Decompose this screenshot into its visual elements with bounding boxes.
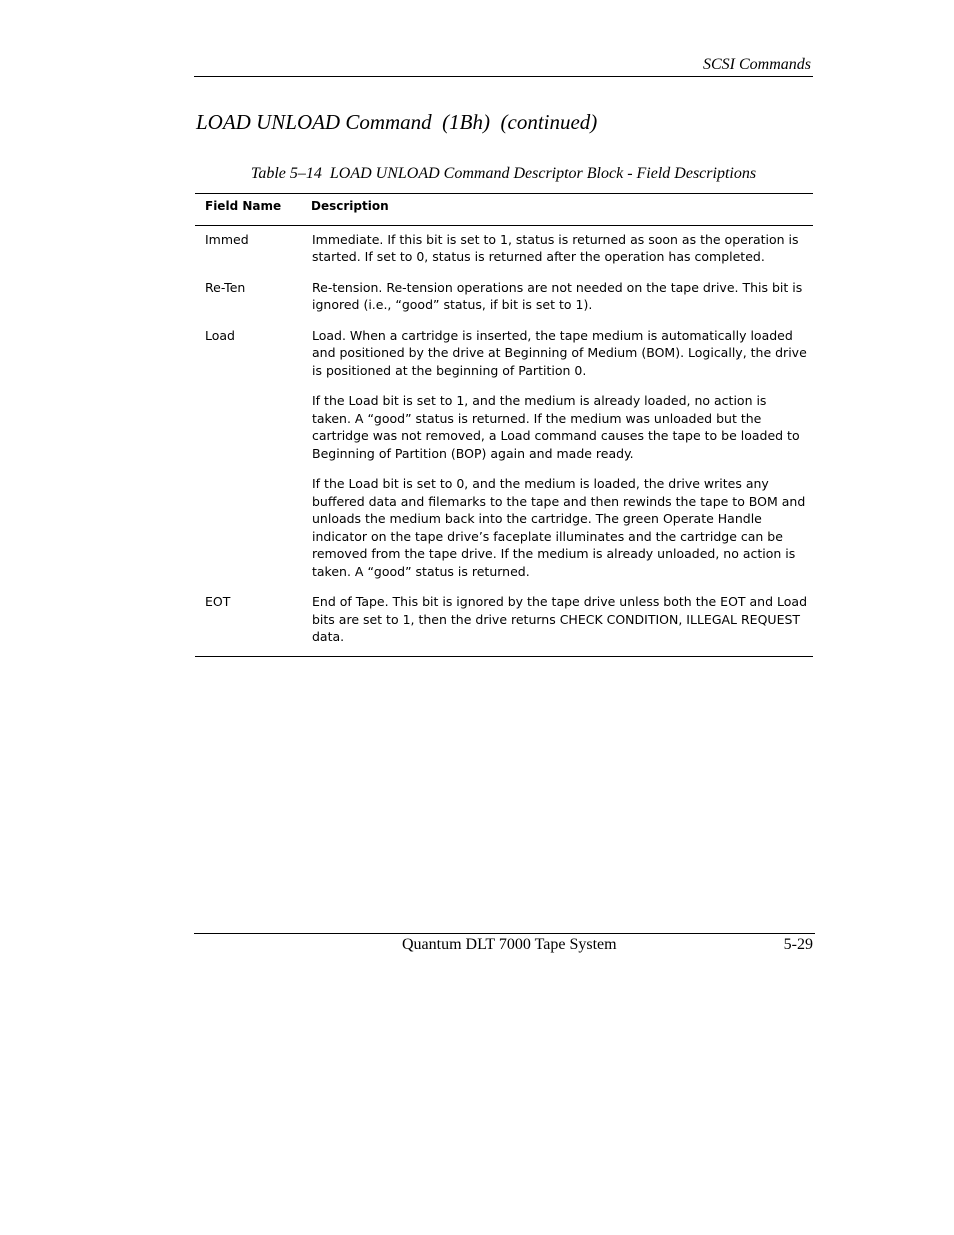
description-paragraph: If the Load bit is set to 1, and the medium is already loaded, no action is taken. A “good” status is returned. If the medium was unloaded but the cartridge was not removed, a Load command causes the tape to be loaded to Beginning of Partition (BOP) again and made ready. xyxy=(312,393,800,461)
description-cell xyxy=(311,279,813,327)
table-caption: Table 5–14 LOAD UNLOAD Command Descriptor Block - Field Descriptions xyxy=(250,165,757,182)
description-paragraph: End of Tape. This bit is ignored by the tape drive unless both the EOT and Load bits are set to 1, then the drive returns CHECK CONDITION, ILLEGAL REQUEST data. xyxy=(312,594,808,644)
table-row-re-ten xyxy=(195,279,813,327)
description-cell xyxy=(311,593,813,656)
page-title: LOAD UNLOAD Command (1Bh) (continued) xyxy=(196,110,598,134)
table-row-load xyxy=(195,327,813,594)
field-name-cell: Re-Ten xyxy=(205,279,246,295)
field-name-cell: Load xyxy=(205,327,235,343)
column-header-description: Description xyxy=(311,194,813,226)
description-paragraph: Load. When a cartridge is inserted, the tape medium is automatically loaded and positioned by the drive at Beginning of Medium (BOM). Logically, the drive is positioned at the beginning of Partition 0. xyxy=(312,327,807,378)
table-header-row xyxy=(195,194,813,226)
description-cell xyxy=(311,225,813,279)
field-name-cell: Immed xyxy=(205,231,249,247)
field-name-cell: EOT xyxy=(195,593,311,656)
running-footer xyxy=(194,933,815,958)
table-row-immed xyxy=(195,225,813,279)
header-section-name: SCSI Commands xyxy=(702,56,811,73)
description-paragraph: Immediate. If this bit is set to 1, status is returned as soon as the operation is started. If set to 0, status is returned after the operation has completed. xyxy=(312,231,799,264)
column-header-field-name: Field Name xyxy=(195,194,311,226)
description-paragraph: If the Load bit is set to 0, and the medium is loaded, the drive writes any buffered data and filemarks to the tape and then rewinds the tape to BOM and unloads the medium back into the cartridge. The green Operate Handle indicator on the tape drive’s faceplate illuminates and the cartridge can be removed from the tape drive. If the medium is already unloaded, no action is taken. A “good” status is returned. xyxy=(312,476,806,579)
footer-document-title: Quantum DLT 7000 Tape System xyxy=(402,936,617,953)
footer-page-number: 5-29 xyxy=(783,936,813,953)
table-row-eot xyxy=(195,593,813,656)
description-paragraph: Re-tension. Re-tension operations are not needed on the tape drive. This bit is ignored (i.e., “good” status, if bit is set to 1). xyxy=(312,279,803,312)
description-cell xyxy=(311,327,813,594)
field-descriptions-table xyxy=(195,193,813,657)
running-header xyxy=(194,56,813,77)
